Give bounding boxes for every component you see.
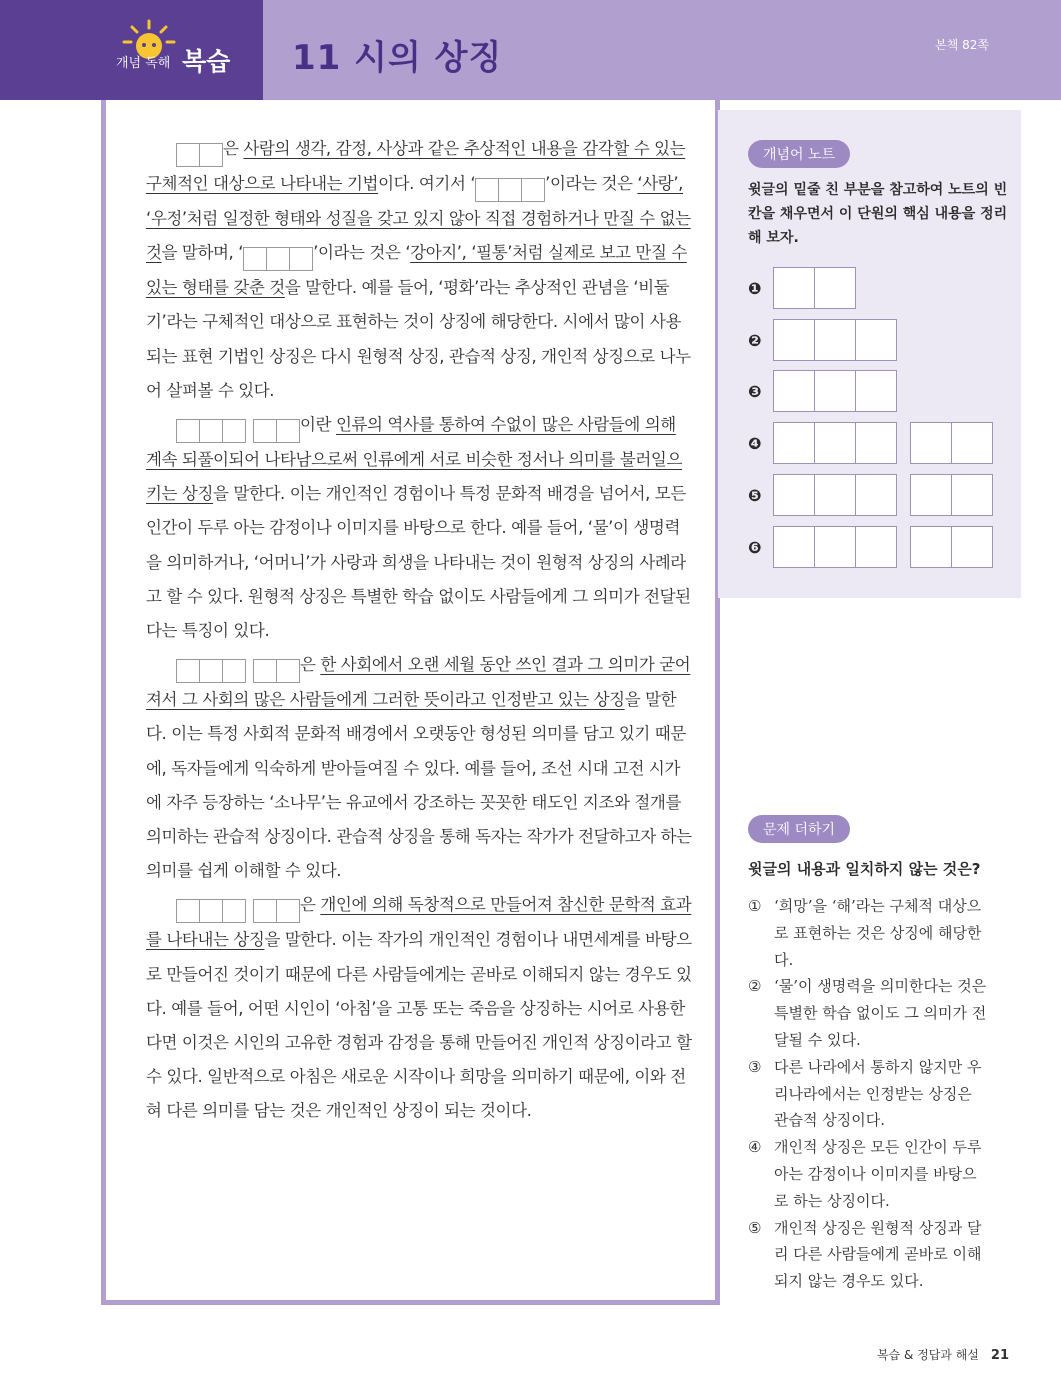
underlined-text: 강아지’, ‘필통’처럼 실제로 보고 만질 수 있는 형태를 갖춘 것 [146,243,687,298]
note-cell[interactable] [814,319,856,361]
note-cell[interactable] [773,526,815,568]
underlined-text: 사람의 생각, 감정, 사상과 같은 추상적인 내용을 감각할 수 있는 구체적인 대상으로 나타내는 기법 [146,139,686,193]
paragraph-3: 은 한 사회에서 오랜 세월 동안 쓰인 결과 그 의미가 굳어져서 그 사회의 많은 사람들에게 그러한 뜻이라고 인정받고 있는 상징을 말한다. 이는 특정 사회적 문화적 배경에서 오랫동안 형성된 의미를 담고 있기 때문에, 독자들에게 익숙하게 받아들여질 수 있다. 예를 들어, 조선 시대 고전 시가에 자주 등장하는 ‘소나무’는 유교에서 강조하는 꼿꼿한 태도인 지조와 절개를 의미하는 관습적 상징이다. 관습적 상징을 통해 독자는 작가가 전달하고자 하는 의미를 쉽게 이해할 수 있다. [146,655,692,881]
paragraph-2: 이란 인류의 역사를 통하여 수없이 많은 사람들에 의해 계속 되풀이되어 나타남으로써 인류에게 서로 비슷한 정서나 의미를 불러일으키는 상징을 말한다. 이는 개인적인 경험이나 특정 문화적 배경을 넘어서, 모든 인간이 두루 아는 감정이나 이미지를 바탕으로 한다. 예를 들어, ‘물’이 생명력을 의미하거나, ‘어머니’가 사랑과 희생을 나타내는 것이 원형적 상징의 사례라고 할 수 있다. 원형적 상징은 특별한 학습 없이도 사람들에게 그 의미가 전달된다는 특징이 있다. [146,415,691,641]
question-title: 윗글의 내용과 일치하지 않는 것은? [748,860,981,878]
note-row-4: ❹ [748,422,993,464]
blank-6[interactable] [176,899,300,923]
underlined-text: 한 사회에서 오랜 세월 동안 쓰인 결과 그 의미가 굳어져서 그 사회의 많은 사람들에게 그러한 뜻이라고 인정받고 있는 상징 [146,655,691,710]
note-row-6: ❻ [748,526,993,568]
note-cell[interactable] [910,422,952,464]
note-cell[interactable] [814,526,856,568]
question-pill: 문제 더하기 [748,815,850,843]
concept-note-pill: 개념어 노트 [748,140,850,168]
note-cell[interactable] [814,422,856,464]
paragraph-4: 은 개인에 의해 독창적으로 만들어져 참신한 문학적 효과를 나타내는 상징을 말한다. 이는 작가의 개인적인 경험이나 내면세계를 바탕으로 만들어진 것이기 때문에 다른 사람들에게는 곧바로 이해되지 않는 경우도 있다. 예를 들어, 어떤 시인이 ‘아침’을 고통 또는 죽음을 상징하는 시어로 사용한다면 이것은 시인의 고유한 경험과 감정을 통해 만들어진 개인적 상징이라고 할 수 있다. 일반적으로 아침은 새로운 시작이나 희망을 의미하기 때문에, 이와 전혀 다른 의미를 담는 것은 개인적인 상징이 되는 것이다. [146,895,692,1121]
header-badge [0,0,263,100]
note-cell[interactable] [773,422,815,464]
note-cell[interactable] [910,526,952,568]
note-cell[interactable] [951,526,993,568]
option-4[interactable]: ④ 개인적 상징은 모든 인간이 두루 아는 감정이나 이미지를 바탕으로 하는 상징이다. [748,1138,982,1210]
note-cell[interactable] [814,267,856,309]
header-label-big: 복습 [182,47,231,76]
page-number: 21 [990,1348,1009,1363]
option-1[interactable]: ① ‘희망’을 ‘해’라는 구체적 대상으로 표현하는 것은 상징에 해당한다. [748,897,982,969]
option-2[interactable]: ② ‘물’이 생명력을 의미한다는 것은 특별한 학습 없이도 그 의미가 전달될 수 있다. [748,977,987,1049]
header-label-small: 개념 독해 [116,56,171,71]
note-cell[interactable] [855,526,897,568]
note-cell[interactable] [910,474,952,516]
blank-2[interactable] [475,178,545,202]
underlined-text: 개인에 의해 독창적으로 만들어져 참신한 문학적 효과를 나타내는 상징 [146,895,692,950]
blank-3[interactable] [243,247,313,271]
concept-note-panel [718,110,1021,598]
note-cell[interactable] [855,474,897,516]
note-row-2: ❷ [748,319,897,361]
page-footer [877,1346,1009,1363]
blank-5[interactable] [176,659,300,683]
note-row-1: ❶ [748,267,856,309]
underlined-text: 인류의 역사를 통하여 수없이 많은 사람들에 의해 계속 되풀이되어 나타남으로써 인류에게 서로 비슷한 정서나 의미를 불러일으키는 상징 [146,415,683,504]
footer-label: 복습 & 정답과 해설 [876,1348,979,1362]
option-5[interactable]: ⑤ 개인적 상징은 원형적 상징과 달리 다른 사람들에게 곧바로 이해되지 않는 경우도 있다. [748,1218,982,1291]
blank-1[interactable] [176,143,223,167]
note-cell[interactable] [855,370,897,412]
note-cell[interactable] [773,474,815,516]
passage-box [101,100,720,1305]
page-header [0,0,1061,100]
option-3[interactable]: ③ 다른 나라에서 통하지 않지만 우리나라에서는 인정받는 상징은 관습적 상징이다. [748,1057,982,1130]
note-row-5: ❺ [748,474,993,516]
question-options [748,893,988,1295]
note-cell[interactable] [773,267,815,309]
note-cell[interactable] [814,474,856,516]
note-cell[interactable] [773,319,815,361]
note-cell[interactable] [855,422,897,464]
blank-4[interactable] [176,419,300,443]
concept-note-instructions: 윗글의 밑줄 친 부분을 참고하여 노트의 빈칸을 채우면서 이 단원의 핵심 내용을 정리해 보자. [748,182,1008,246]
passage-text [146,132,694,1129]
note-cell[interactable] [855,319,897,361]
note-cell[interactable] [951,422,993,464]
paragraph-1: 은 사람의 생각, 감정, 사상과 같은 추상적인 내용을 감각할 수 있는 구체적인 대상으로 나타내는 기법이다. 여기서 ‘ ’이라는 것은 ‘사랑’, ‘우정’처럼 일정한 형태와 성질을 갖고 있지 않아 직접 경험하거나 만질 수 없는 것을 말하며, ‘ ’이라는 것은 ‘강아지’, ‘필통’처럼 실제로 보고 만질 수 있는 형태를 갖춘 것을 말한다. 예를 들어, ‘평화’라는 추상적인 관념을 ‘비둘기’라는 구체적인 대상으로 표현하는 것이 상징에 해당한다. 시에서 많이 사용되는 표현 기법인 상징은 다시 원형적 상징, 관습적 상징, 개인적 상징으로 나누어 살펴볼 수 있다. [146,139,691,400]
note-cell[interactable] [773,370,815,412]
note-cell[interactable] [814,370,856,412]
page-title: 11 시의 상징 [292,38,503,78]
book-reference: 본책 82쪽 [935,38,989,52]
underlined-text: ‘사랑’, ‘우정’처럼 일정한 형태와 성질을 갖고 있지 않아 직접 경험하거나 만질 수 없는 것 [146,174,691,263]
note-row-3: ❸ [748,370,897,412]
note-cell[interactable] [951,474,993,516]
